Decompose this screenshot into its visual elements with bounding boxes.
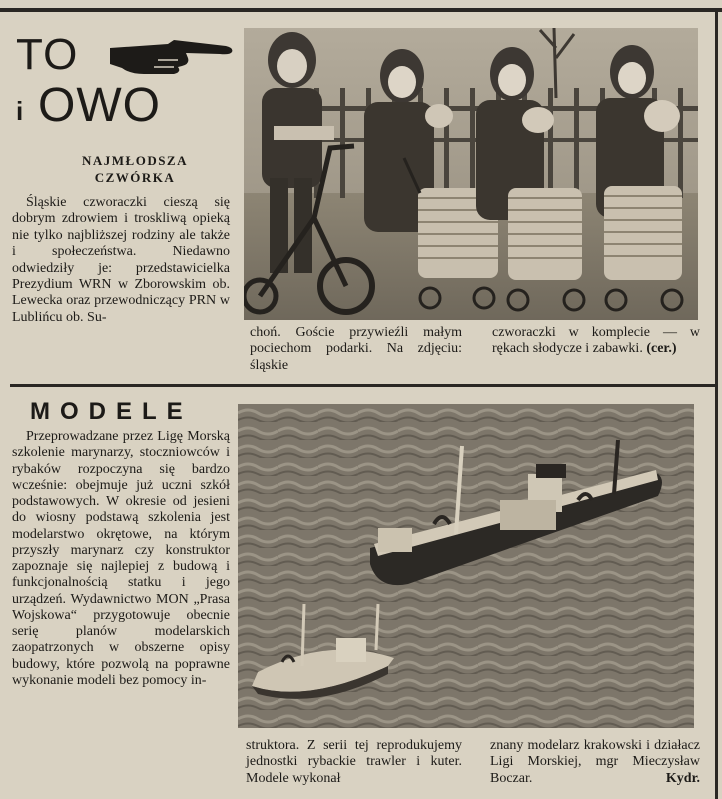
column-masthead (16, 30, 236, 130)
article1-credit: (cer.) (646, 341, 677, 357)
article1-headline (40, 152, 230, 186)
article2-col1-text: Przeprowadzane przez Ligę Morską szkolenie marynarzy, stoczniowców i rybaków rozpoczyna się bardzo wcześnie: obejmuje już uczni szkół podstawowych. W okresie od jesieni do wiosny podstawą szkolenia jest modelarstwo okrętowe, na którym przyszły marynarz czy konstruktor zapoznaje się najlepiej z budową i funkcjonalnością statku i jego urządzeń. Wydawnictwo MON „Prasa Wojskowa“ przygotowuje obecnie serię planów modelarskich zaopatrzonych w obszerne opisy budowy, które pozwolą na poprawne wykonanie modeli bez pomocy in- (12, 429, 230, 688)
ship-models-photo (238, 404, 694, 728)
masthead-to: TO (16, 30, 79, 79)
article1-column2 (250, 325, 462, 374)
article2-column3 (490, 738, 700, 787)
article2-col3-text: znany modelarz krakowski i działacz Ligi Morskiej, mgr Mieczysław Boczar. (490, 738, 700, 786)
article1-col1-text: Śląskie czworaczki cieszą się dobrym zdrowiem i troskliwą opieką nie tylko najbliższej rodziny ale także i społeczeństwa. Niedawno odwiedziły je: przedstawicielka Prezydium WRN w Zborowskim ob. Lewecka oraz przewodniczący PRN w Lublińcu ob. Su- (12, 195, 230, 325)
article2-column1 (12, 429, 230, 689)
quadruplets-photo (244, 28, 698, 320)
article2-column2 (246, 738, 462, 787)
article1-column1 (12, 195, 230, 326)
right-rule (715, 8, 718, 799)
article1-column3 (492, 325, 700, 358)
article2-title: MODELE (30, 398, 193, 425)
top-rule (0, 8, 722, 12)
masthead-owo: OWO (38, 79, 161, 132)
article2-col2-text: struktora. Z serii tej reprodukujemy jednostki rybackie trawler i kuter. Modele wykonał (246, 738, 462, 786)
section-divider (10, 384, 715, 387)
pointing-hand-icon (108, 34, 236, 78)
headline-line1: NAJMŁODSZA (81, 153, 188, 168)
headline-line2: CZWÓRKA (94, 170, 176, 185)
article1-col2-text: choń. Goście przywieźli małym pociechom podarki. Na zdjęciu: śląskie (250, 325, 462, 373)
article2-credit: Kydr. (665, 770, 700, 786)
article1-col3-text: czworaczki w komplecie — w rękach słodycze i zabawki. (492, 325, 700, 357)
masthead-i: i (16, 96, 24, 126)
